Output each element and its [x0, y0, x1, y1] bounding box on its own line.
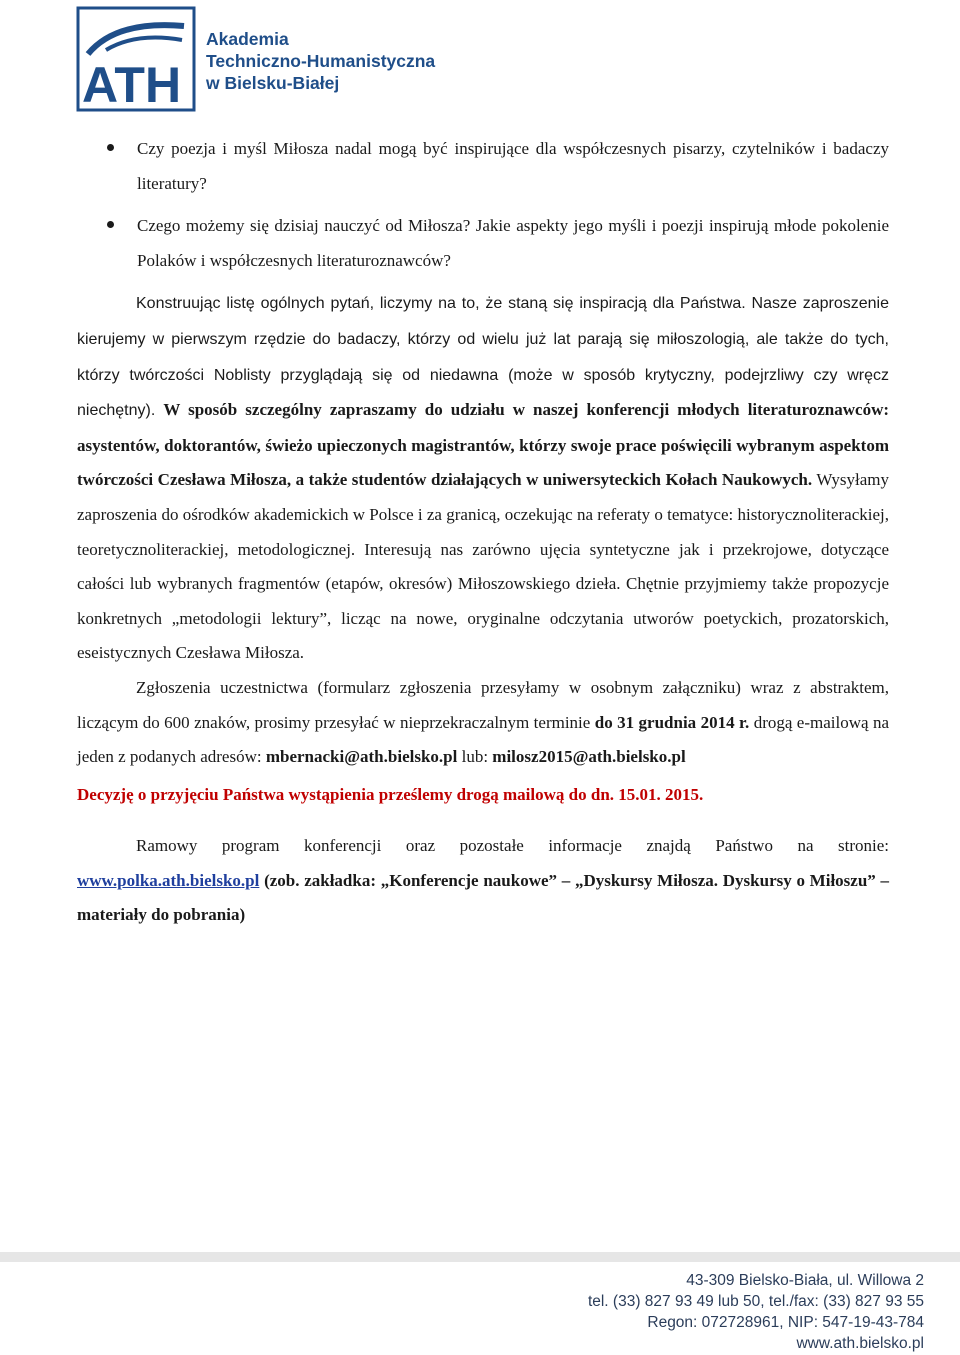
- bullet-icon: [107, 221, 114, 228]
- footer-website[interactable]: www.ath.bielsko.pl: [796, 1335, 924, 1352]
- bullet-icon: [107, 144, 114, 151]
- footer-divider: [0, 1252, 960, 1262]
- program-paragraph: [77, 829, 889, 933]
- logo-text: ATH: [82, 57, 182, 112]
- list-item: [77, 209, 889, 278]
- submission-text-2: drogą e-mailową na jeden z podanych adresów:: [77, 712, 890, 767]
- submission-text-3: lub:: [461, 747, 489, 767]
- institution-name-line: w Bielsku-Białej: [206, 73, 340, 93]
- invitation-intro: Konstruując listę ogólnych pytań, liczymy na to, że staną się inspiracją dla Państwa. Nasze zaproszenie kierujemy w pierwszym rzędzie do badaczy, którzy od wielu już lat parają się miłoszologią, ale także do tych, którzy twórczości Noblisty przyglądają się od niedawna (może w sposób krytyczny, podejrzliwy czy wręcz niechętny).: [77, 295, 889, 420]
- invitation-highlight: W sposób szczególny zapraszamy do udziału w naszej konferencji młodych literaturoznawców: asystentów, doktorantów, świeżo upieczonych magistrantów, którzy swoje prace poświęcili wybranym aspektom twórczości Czesława Miłosza, a także studentów działających w uniwersyteckich Kołach Naukowych.: [77, 400, 890, 490]
- list-item-text: Czy poezja i myśl Miłosza nadal mogą być inspirujące dla współczesnych pisarzy, czytelników i badaczy literatury?: [137, 139, 889, 193]
- footer-registry: Regon: 072728961, NIP: 547-19-43-784: [647, 1314, 924, 1331]
- decision-notice: Decyzję o przyjęciu Państwa wystąpienia prześlemy drogą mailową do dn. 15.01. 2015.: [77, 784, 704, 804]
- submission-text: Zgłoszenia uczestnictwa (formularz zgłoszenia przesyłamy w osobnym załączniku) wraz z abstraktem, liczącym do 600 znaków, prosimy przesyłać w nieprzekraczalnym terminie: [77, 677, 889, 732]
- header-logo: [76, 6, 476, 112]
- footer-contact: [588, 1270, 924, 1354]
- invitation-paragraph: [77, 286, 889, 671]
- email-address-2[interactable]: milosz2015@ath.bielsko.pl: [492, 747, 686, 767]
- program-text: Ramowy program konferencji oraz pozostałe informacje znajdą Państwo na stronie:: [136, 836, 889, 856]
- list-item-text: Czego możemy się dzisiaj nauczyć od Miłosza? Jakie aspekty jego myśli i poezji inspirują młode pokolenie Polaków i współczesnych literaturoznawców?: [137, 216, 889, 270]
- institution-name-line: Akademia: [206, 29, 289, 49]
- website-link[interactable]: www.polka.ath.bielsko.pl: [77, 870, 260, 890]
- list-item: [77, 132, 889, 201]
- letter-body: [77, 132, 889, 933]
- ath-logo-icon: [76, 6, 196, 112]
- invitation-details: Wysyłamy zaproszenia do ośrodków akademickich w Polsce i za granicą, oczekując na referaty o tematyce: historycznoliterackiej, teoretycznoliterackiej, metodologicznej. Interesują nas zarówno ujęcia syntetyczne jak i przekrojowe, dotyczące całości lub wybranych fragmentów (etapów, okresów) Miłoszowskiego dzieła. Chętnie przyjmiemy także propozycje konkretnych „metodologii lektury”, licząc na nowe, oryginalne odczytania utworów poetyckich, prozatorskich, eseistycznych Czesława Miłosza.: [77, 470, 889, 663]
- submission-paragraph: [77, 671, 889, 775]
- institution-name-line: Techniczno-Humanistyczna: [206, 51, 436, 71]
- institution-name: [206, 28, 435, 94]
- program-reference: (zob. zakładka: „Konferencje naukowe” – „Dyskursy Miłosza. Dyskursy o Miłoszu” – materiały do pobrania): [77, 870, 890, 925]
- email-address-1[interactable]: mbernacki@ath.bielsko.pl: [265, 747, 458, 767]
- deadline-date: do 31 grudnia 2014 r.: [594, 712, 750, 732]
- footer-address: 43-309 Bielsko-Biała, ul. Willowa 2: [686, 1272, 924, 1289]
- footer-phone: tel. (33) 827 93 49 lub 50, tel./fax: (33) 827 93 55: [587, 1293, 924, 1310]
- question-list: [77, 132, 889, 278]
